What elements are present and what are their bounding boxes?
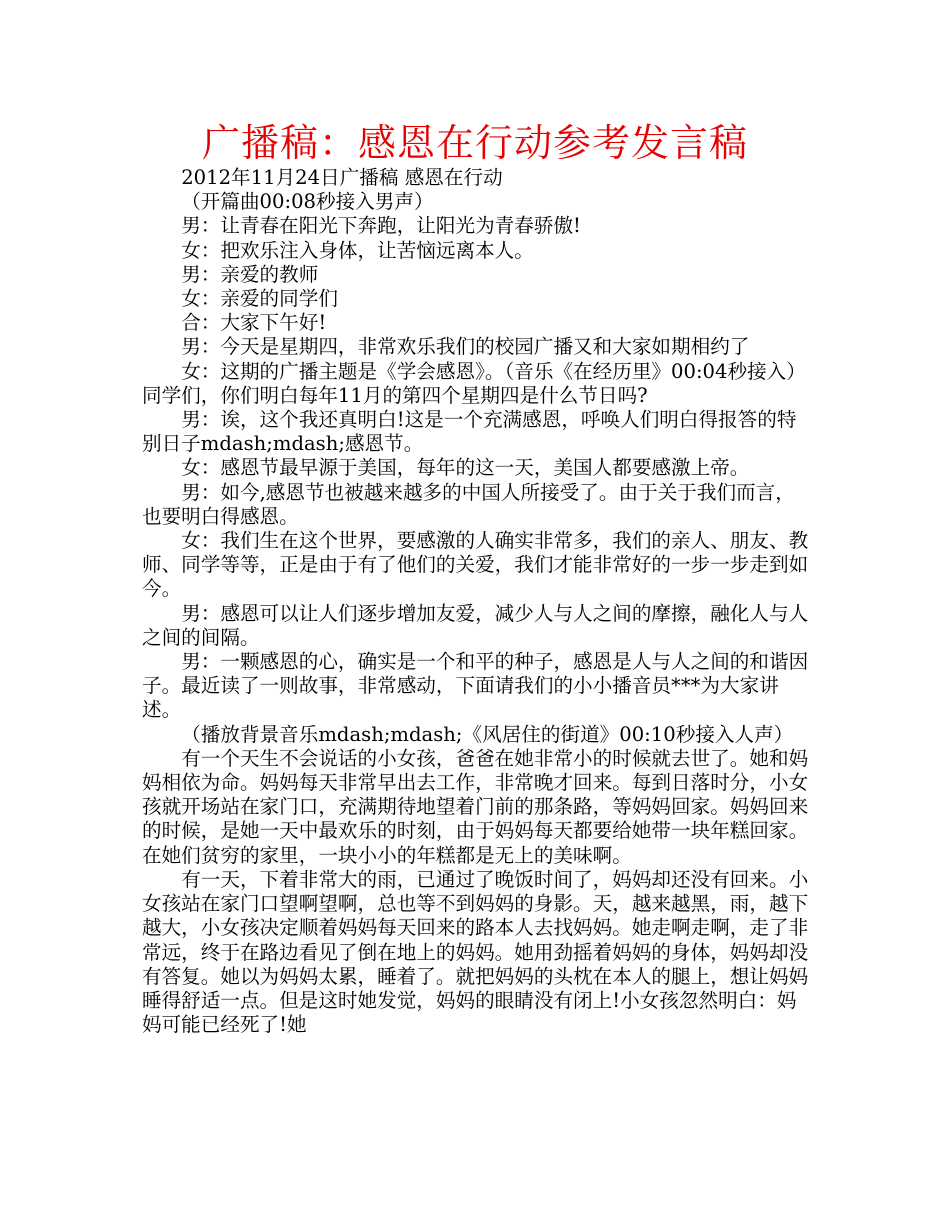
paragraph: 合：大家下午好!	[181, 311, 327, 335]
paragraph: 男：今天是星期四，非常欢乐我们的校园广播又和大家如期相约了	[181, 335, 750, 359]
paragraph: 男：如今,感恩节也被越来越多的中国人所接受了。由于关于我们而言，也要明白得感恩。	[142, 480, 795, 528]
paragraph: （开篇曲00:08秒接入男声）	[181, 190, 434, 214]
paragraph: 男：诶，这个我还真明白!这是一个充满感恩，呼唤人们明白得报答的特别日子mdash;mdash;感恩节。	[142, 408, 797, 456]
document-body	[142, 166, 814, 1037]
paragraph: 男：感恩可以让人们逐步增加友爱，减少人与人之间的摩擦，融化人与人之间的间隔。	[142, 601, 809, 649]
document-title: 广播稿：感恩在行动参考发言稿	[201, 121, 748, 165]
paragraph: 女：这期的广播主题是《学会感恩》。（音乐《在经历里》00:04秒接入）同学们，你们明白每年11月的第四个星期四是什么节日吗?	[142, 359, 806, 407]
paragraph: 有一个天生不会说话的小女孩，爸爸在她非常小的时候就去世了。她和妈妈相依为命。妈妈每天非常早出去工作，非常晚才回来。每到日落时分，小女孩就开场站在家门口，充满期待地望着门前的那条路，等妈妈回家。妈妈回来的时候，是她一天中最欢乐的时刻，由于妈妈每天都要给她带一块年糕回家。在她们贫穷的家里，一块小小的年糕都是无上的美味啊。	[142, 746, 809, 867]
paragraph: （播放背景音乐mdash;mdash;《风居住的街道》00:10秒接入人声）	[181, 722, 794, 746]
paragraph: 女：感恩节最早源于美国，每年的这一天，美国人都要感激上帝。	[181, 456, 750, 480]
paragraph: 女：我们生在这个世界，要感激的人确实非常多，我们的亲人、朋友、教师、同学等等，正是由于有了他们的关爱，我们才能非常好的一步一步走到如今。	[142, 529, 809, 601]
paragraph: 女：把欢乐注入身体，让苦恼远离本人。	[181, 238, 534, 262]
paragraph: 有一天，下着非常大的雨，已通过了晚饭时间了，妈妈却还没有回来。小女孩站在家门口望啊望啊，总也等不到妈妈的身影。天，越来越黑，雨，越下越大，小女孩决定顺着妈妈每天回来的路本人去找妈妈。她走啊走啊，走了非常远，终于在路边看见了倒在地上的妈妈。她用劲摇着妈妈的身体，妈妈却没有答复。她以为妈妈太累，睡着了。就把妈妈的头枕在本人的腿上，想让妈妈睡得舒适一点。但是这时她发觉，妈妈的眼睛没有闭上!小女孩忽然明白：妈妈可能已经死了!她	[142, 867, 809, 1037]
paragraph: 男：一颗感恩的心，确实是一个和平的种子，感恩是人与人之间的和谐因子。最近读了一则故事，非常感动，下面请我们的小小播音员***为大家讲述。	[142, 650, 809, 722]
paragraph: 女：亲爱的同学们	[181, 287, 338, 311]
paragraph: 男：亲爱的教师	[181, 262, 319, 286]
paragraph: 男：让青春在阳光下奔跑，让阳光为青春骄傲!	[181, 214, 581, 238]
paragraph: 2012年11月24日广播稿 感恩在行动	[181, 166, 503, 189]
